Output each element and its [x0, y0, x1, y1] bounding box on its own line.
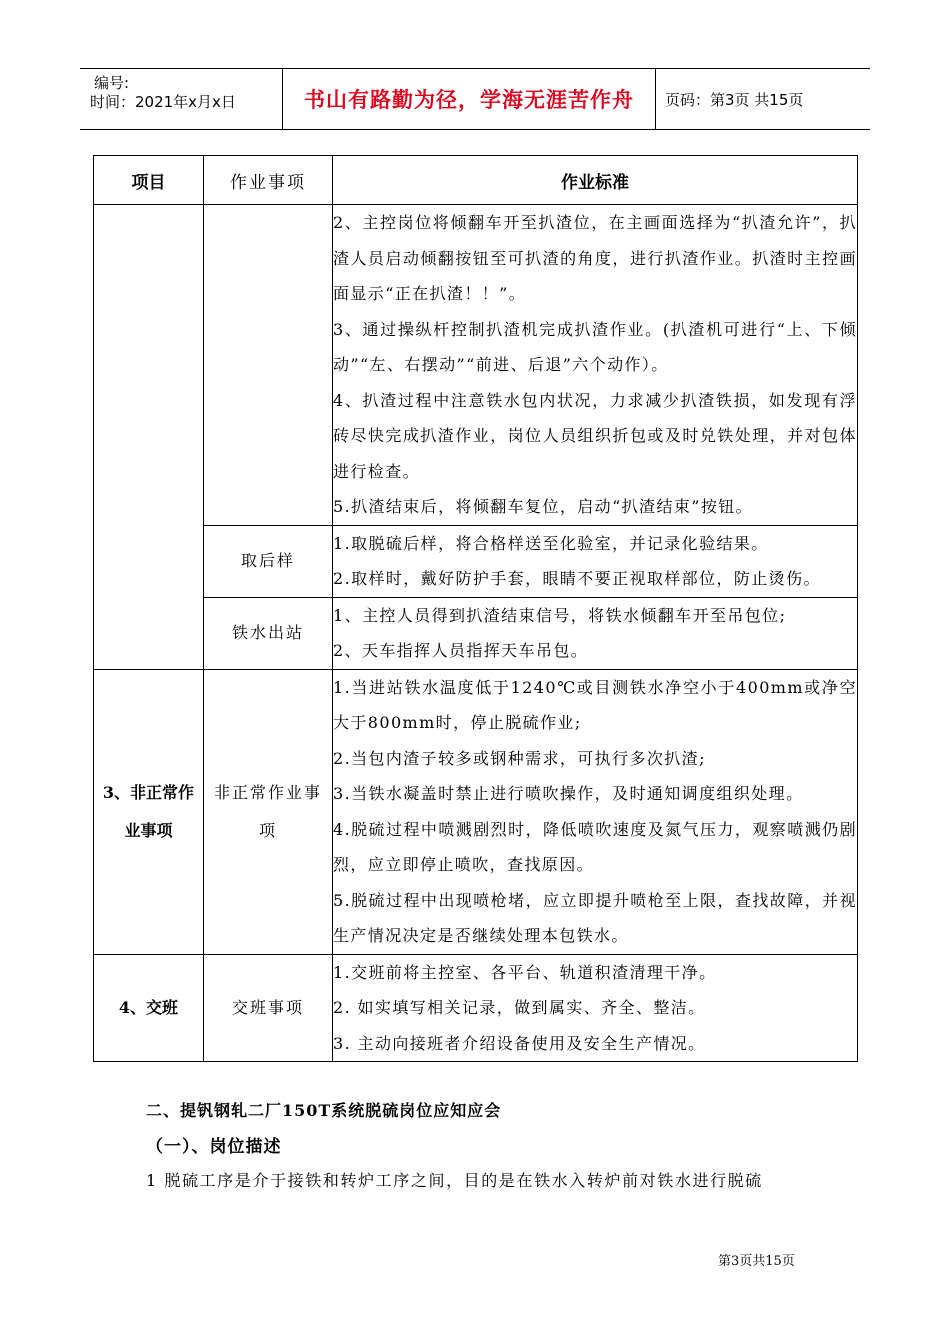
table-row [94, 597, 858, 669]
header-standard: 作业标准 [333, 156, 858, 205]
header-item: 项目 [94, 156, 204, 205]
section-title: 二、提钒钢轧二厂150T系统脱硫岗位应知应会 [146, 1101, 502, 1120]
standard-cell [333, 669, 858, 954]
standard-cell [333, 525, 858, 597]
standard-line: 3. 主动向接班者介绍设备使用及安全生产情况。 [333, 1033, 706, 1053]
header-info-cell [80, 69, 282, 129]
standard-line: 3、通过操纵杆控制扒渣机完成扒渣作业。(扒渣机可进行“上、下倾动”“左、右摆动”“前进、后退”六个动作）。 [333, 319, 857, 374]
table-row [94, 669, 858, 954]
header-motto-cell [282, 69, 656, 129]
header-task: 作业事项 [204, 156, 333, 205]
standard-line: 2. 如实填写相关记录，做到属实、齐全、整洁。 [333, 998, 706, 1017]
standard-line: 2.取样时，戴好防护手套，眼睛不要正视取样部位，防止烫伤。 [333, 569, 821, 588]
table-row [94, 205, 858, 526]
item-cell: 3、非正常作业事项 [94, 669, 204, 954]
table-row [94, 525, 858, 597]
task-cell: 交班事项 [204, 954, 333, 1062]
item-cell-continued [94, 205, 204, 670]
page-number-label: 页码：第3页 共15页 [665, 90, 804, 109]
serial-label: 编号: [94, 74, 130, 92]
standard-cell [333, 954, 858, 1062]
standard-line: 4、扒渣过程中注意铁水包内状况，力求减少扒渣铁损，如发现有浮砖尽快完成扒渣作业，岗位人员组织折包或及时兑铁处理，并对包体进行检查。 [333, 390, 857, 481]
task-cell: 取后样 [204, 525, 333, 597]
standard-line: 2、天车指挥人员指挥天车吊包。 [333, 641, 589, 660]
header-page-cell [655, 69, 870, 129]
standard-line: 3.当铁水凝盖时禁止进行喷吹操作，及时通知调度组织处理。 [333, 784, 804, 803]
standard-line: 1.交班前将主控室、各平台、轨道积渣清理干净。 [333, 962, 717, 982]
table-row [94, 954, 858, 1062]
time-label: 时间：2021年x月x日 [90, 93, 236, 111]
motto-text: 书山有路勤为径，学海无涯苦作舟 [304, 88, 634, 112]
page-header [80, 68, 870, 130]
task-cell: 铁水出站 [204, 597, 333, 669]
section-paragraph: 1 脱硫工序是介于接铁和转炉工序之间，目的是在铁水入转炉前对铁水进行脱硫 [146, 1171, 763, 1190]
standards-table [93, 155, 858, 1062]
section-subtitle: （一）、岗位描述 [146, 1137, 282, 1157]
item-cell: 4、交班 [94, 954, 204, 1062]
standard-line: 4.脱硫过程中喷溅剧烈时，降低喷吹速度及氮气压力，观察喷溅仍剧烈，应立即停止喷吹，查找原因。 [333, 819, 857, 874]
task-cell: 非正常作业事项 [204, 669, 333, 954]
standard-line: 5.脱硫过程中出现喷枪堵，应立即提升喷枪至上限，查找故障，并视生产情况决定是否继续处理本包铁水。 [333, 890, 857, 945]
standard-line: 1.当进站铁水温度低于1240℃或目测铁水净空小于400mm或净空大于800mm时，停止脱硫作业; [333, 677, 857, 732]
standard-line: 5.扒渣结束后，将倾翻车复位，启动“扒渣结束”按钮。 [333, 497, 754, 516]
task-cell-continued [204, 205, 333, 526]
table-header-row [94, 156, 858, 205]
standard-line: 1、主控人员得到扒渣结束信号，将铁水倾翻车开至吊包位; [333, 605, 787, 625]
page-footer: 第3页共15页 [718, 1254, 795, 1269]
standard-cell [333, 205, 858, 526]
standard-cell [333, 597, 858, 669]
standard-line: 2、主控岗位将倾翻车开至扒渣位，在主画面选择为“扒渣允许”，扒渣人员启动倾翻按钮至可扒渣的角度，进行扒渣作业。扒渣时主控画面显示“正在扒渣！！”。 [333, 213, 857, 303]
standard-line: 1.取脱硫后样，将合格样送至化验室，并记录化验结果。 [333, 533, 769, 553]
standard-line: 2.当包内渣子较多或钢种需求，可执行多次扒渣; [333, 748, 706, 768]
